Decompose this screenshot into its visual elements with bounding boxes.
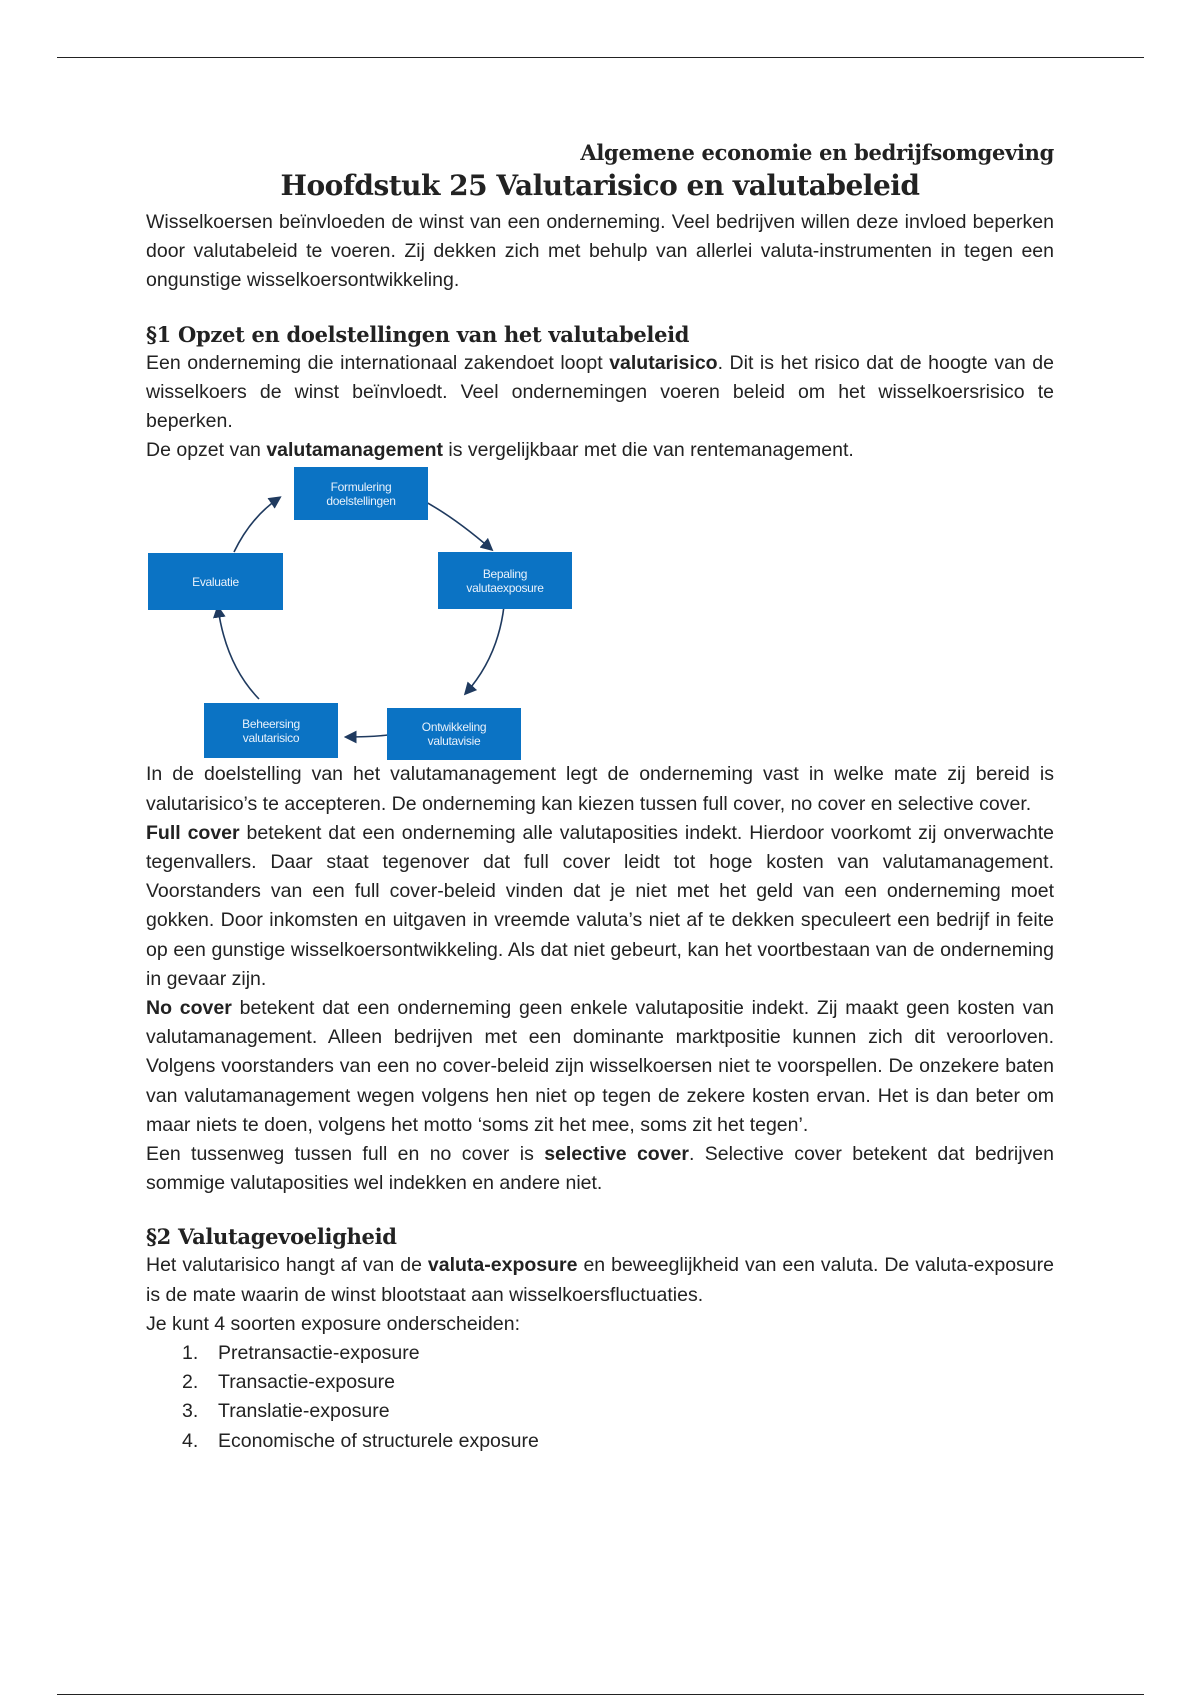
section1-paragraph-full-cover — [146, 819, 1054, 994]
section1-heading: §1 Opzet en doelstellingen van het valutabeleid — [146, 321, 690, 347]
text-run: Het valutarisico hangt af van de — [146, 1254, 428, 1277]
term-valutamanagement: valutamanagement — [266, 439, 443, 462]
text-run: betekent dat een onderneming geen enkele valutapositie indekt. Zij maakt geen kosten van valutamanagement. Alleen bedrijven met een dominante marktpositie kunnen zich dit veroorloven. Volgens voorstanders van een no cover-beleid zijn wisselkoersen niet te voorspellen. De onzekere baten van valutamanagement wegen volgens hen niet op tegen de zekere kosten ervan. Het is dan beter om maar niets te doen, volgens het motto ‘soms zit het mee, soms zit het tegen’. — [146, 997, 1055, 1136]
document-page — [146, 140, 1054, 1456]
term-selective-cover: selective cover — [544, 1143, 689, 1166]
node-ontwikkeling-valutavisie: Ontwikkeling valutavisie — [387, 708, 521, 760]
text-run: . Selective cover betekent dat bedrijven sommige valutaposities wel indekken en andere niet. — [146, 1143, 1054, 1195]
term-full-cover: Full cover — [146, 821, 240, 844]
text-run: betekent dat een onderneming alle valutaposities indekt. Hierdoor voorkomt zij onverwachte tegenvallers. Daar staat tegenover dat full cover leidt tot hoge kosten van valutamanagement. Voorstanders van een full cover-beleid vinden dat je niet met het geld van een onderneming moet gokken. Door inkomsten en uitgaven in vreemde valuta’s niet af te dekken speculeert een bedrijf in feite op een gunstige wisselkoersontwikkeling. Als dat niet gebeurt, kan het voortbestaan van de onderneming in gevaar zijn. — [146, 821, 1054, 990]
term-valutarisico: valutarisico — [609, 351, 718, 374]
exposure-types-list — [146, 1339, 1054, 1456]
text-run: Een tussenweg tussen full en no cover is — [146, 1143, 545, 1166]
node-formulering-doelstellingen: Formulering doelstellingen — [294, 467, 428, 520]
node-beheersing-valutarisico: Beheersing valutarisico — [204, 703, 338, 758]
section1-paragraph-1 — [146, 349, 1054, 437]
subject-header: Algemene economie en bedrijfsomgeving — [580, 140, 1054, 165]
text-run: is vergelijkbaar met die van rentemanagement. — [442, 439, 854, 462]
intro-paragraph: Wisselkoersen beïnvloeden de winst van een onderneming. Veel bedrijven willen deze invloed beperken door valutabeleid te voeren. Zij dekken zich met behulp van allerlei valuta-instrumenten in tegen een ongunstige wisselkoersontwikkeling. — [146, 211, 1054, 292]
list-item: 3. Translatie-exposure — [182, 1400, 390, 1423]
bottom-rule — [57, 1694, 1144, 1695]
list-item: 2. Transactie-exposure — [182, 1371, 396, 1394]
text-run: Een onderneming die internationaal zakendoet loopt — [146, 351, 610, 374]
term-valuta-exposure: valuta-exposure — [427, 1254, 578, 1277]
section2-heading: §2 Valutagevoeligheid — [146, 1224, 397, 1250]
valutamanagement-cycle-diagram — [146, 465, 576, 760]
node-bepaling-valutaexposure: Bepaling valutaexposure — [438, 552, 572, 609]
text-run: en beweeglijkheid van een valuta. De valuta-exposure is de mate waarin de winst blootstaat aan wisselkoersfluctuaties. — [146, 1254, 1054, 1306]
section2-paragraph-1 — [146, 1251, 1054, 1309]
node-evaluatie: Evaluatie — [148, 553, 283, 610]
top-rule — [57, 57, 1144, 58]
list-item: 1. Pretransactie-exposure — [182, 1342, 420, 1365]
section1-paragraph-2 — [146, 436, 1054, 465]
chapter-title: Hoofdstuk 25 Valutarisico en valutabeleid — [280, 169, 920, 202]
text-run: . Dit is het risico dat de hoogte van de wisselkoers de winst beïnvloedt. Veel ondernemingen voeren beleid om het wisselkoersrisico te beperken. — [146, 351, 1054, 433]
term-no-cover: No cover — [146, 997, 232, 1020]
list-item: 4. Economische of structurele exposure — [182, 1429, 539, 1452]
section1-paragraph-no-cover — [146, 994, 1054, 1140]
section1-paragraph-3: In de doelstelling van het valutamanagement legt de onderneming vast in welke mate zij bereid is valutarisico’s te accepteren. De onderneming kan kiezen tussen full cover, no cover en selective cover. — [146, 763, 1054, 815]
text-run: De opzet van — [146, 439, 267, 462]
section1-paragraph-selective-cover — [146, 1140, 1054, 1198]
section2-paragraph-2: Je kunt 4 soorten exposure onderscheiden: — [146, 1312, 520, 1335]
